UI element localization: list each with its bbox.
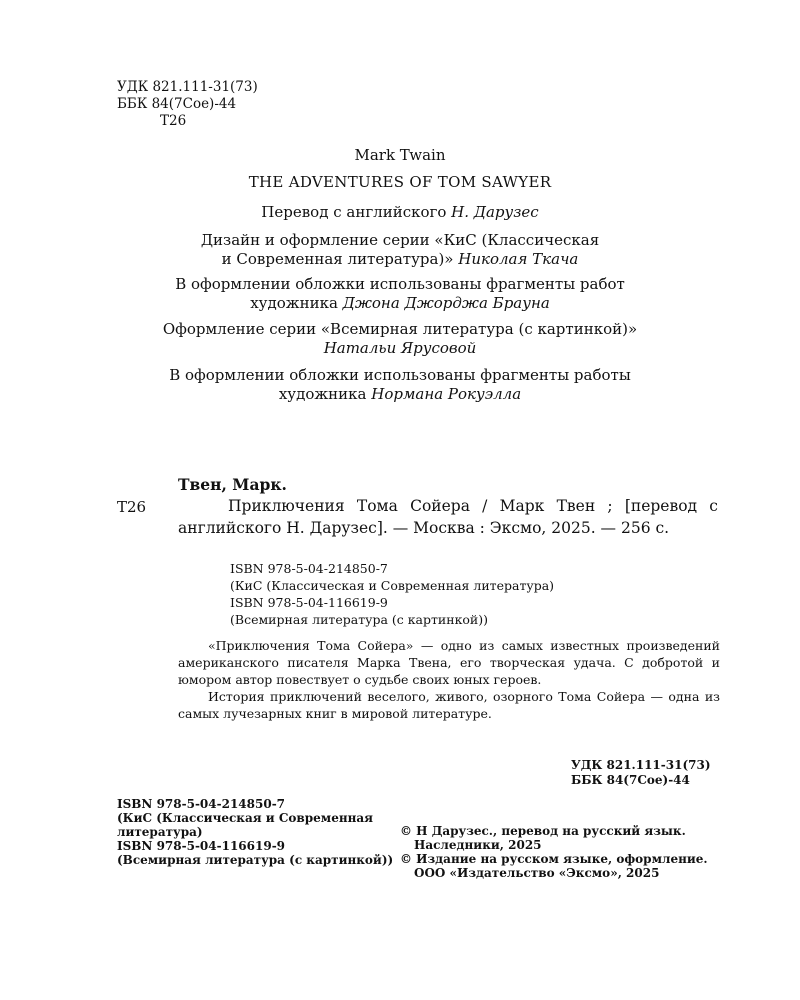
catalog-author-sign: Т26 (117, 498, 147, 516)
catalog-isbn-1: ISBN 978-5-04-214850-7 (230, 561, 388, 576)
cover-credit-2 (100, 366, 700, 404)
classification-block (117, 79, 258, 130)
catalog-bibliographic-description: Приключения Тома Сойера / Марк Твен ; [перевод с английского Н. Дарузес]. — Москва : Эксмо, 2025. — 256 с. (178, 497, 718, 537)
imprint-isbn-block (117, 797, 407, 867)
copyright-edition-line-2: ООО «Издательство «Эксмо», 2025 (414, 866, 660, 880)
cover-credit-1-line-1: В оформлении обложки использованы фрагменты работ (175, 275, 625, 293)
catalog-isbn-block (230, 560, 554, 628)
catalog-classification (571, 758, 711, 788)
design-line-2-prefix: и Современная литература)» (221, 250, 459, 268)
catalog-bbk: ББК 84(7Сое)-44 (571, 773, 690, 787)
translator-name: Н. Дарузес (451, 203, 539, 221)
copyright-block (400, 824, 708, 880)
design-line-1: Дизайн и оформление серии «КиС (Классическая (200, 231, 600, 249)
catalog-udk: УДК 821.111-31(73) (571, 758, 711, 772)
imprint-isbn-1: ISBN 978-5-04-214850-7 (117, 797, 286, 811)
annotation-paragraph-2: История приключений веселого, живого, озорного Тома Сойера — одна из самых лучезарных книг в мировой литературе. (178, 689, 720, 721)
series-credit (100, 320, 700, 358)
copyright-edition-line-1: © Издание на русском языке, оформление. (400, 852, 708, 866)
copyright-translation-line-2: Наследники, 2025 (414, 838, 542, 852)
annotation-paragraph-1: «Приключения Тома Сойера» — одно из самых известных произведений американского писателя Марка Твена, его творческая удача. С добротой и юмором автор повествует о судьбе своих юных героев. (178, 638, 720, 687)
original-title: THE ADVENTURES OF TOM SAWYER (248, 173, 552, 191)
catalog-annotation (178, 637, 720, 722)
imprint-series-1: (КиС (Классическая и Современная литература) (117, 811, 374, 839)
cover-credit-2-line-2 (100, 385, 700, 404)
design-line-2 (100, 250, 700, 269)
designer-name: Николая Ткача (458, 250, 579, 268)
author-sign-code: Т26 (160, 113, 187, 129)
imprint-series-2: (Всемирная литература (с картинкой)) (117, 853, 394, 867)
cover-credit-2-prefix: художника (278, 385, 372, 403)
bbk-code: ББК 84(7Сое)-44 (117, 96, 237, 112)
catalog-series-1: (КиС (Классическая и Современная литература) (230, 578, 555, 593)
author-original-name: Mark Twain (354, 146, 446, 164)
translation-credit (100, 203, 700, 222)
cover-artist-1: Джона Джорджа Брауна (342, 294, 550, 312)
cover-artist-2: Нормана Рокуэлла (371, 385, 522, 403)
cover-credit-1-line-2 (100, 294, 700, 313)
design-credit (100, 231, 700, 269)
translation-prefix: Перевод с английского (261, 203, 452, 221)
imprint-isbn-2: ISBN 978-5-04-116619-9 (117, 839, 286, 853)
catalog-author-heading: Твен, Марк. (178, 475, 287, 494)
udk-code: УДК 821.111-31(73) (117, 79, 258, 95)
copyright-translation-line-1: © Н Дарузес., перевод на русский язык. (400, 824, 686, 838)
series-designer-name: Натальи Ярусовой (323, 339, 477, 357)
catalog-isbn-2: ISBN 978-5-04-116619-9 (230, 595, 388, 610)
cover-credit-2-line-1: В оформлении обложки использованы фрагменты работы (169, 366, 631, 384)
catalog-series-2: (Всемирная литература (с картинкой)) (230, 612, 489, 627)
cover-credit-1-prefix: художника (250, 294, 343, 312)
series-credit-line-1: Оформление серии «Всемирная литература (с картинкой)» (162, 320, 638, 338)
cover-credit-1 (100, 275, 700, 313)
